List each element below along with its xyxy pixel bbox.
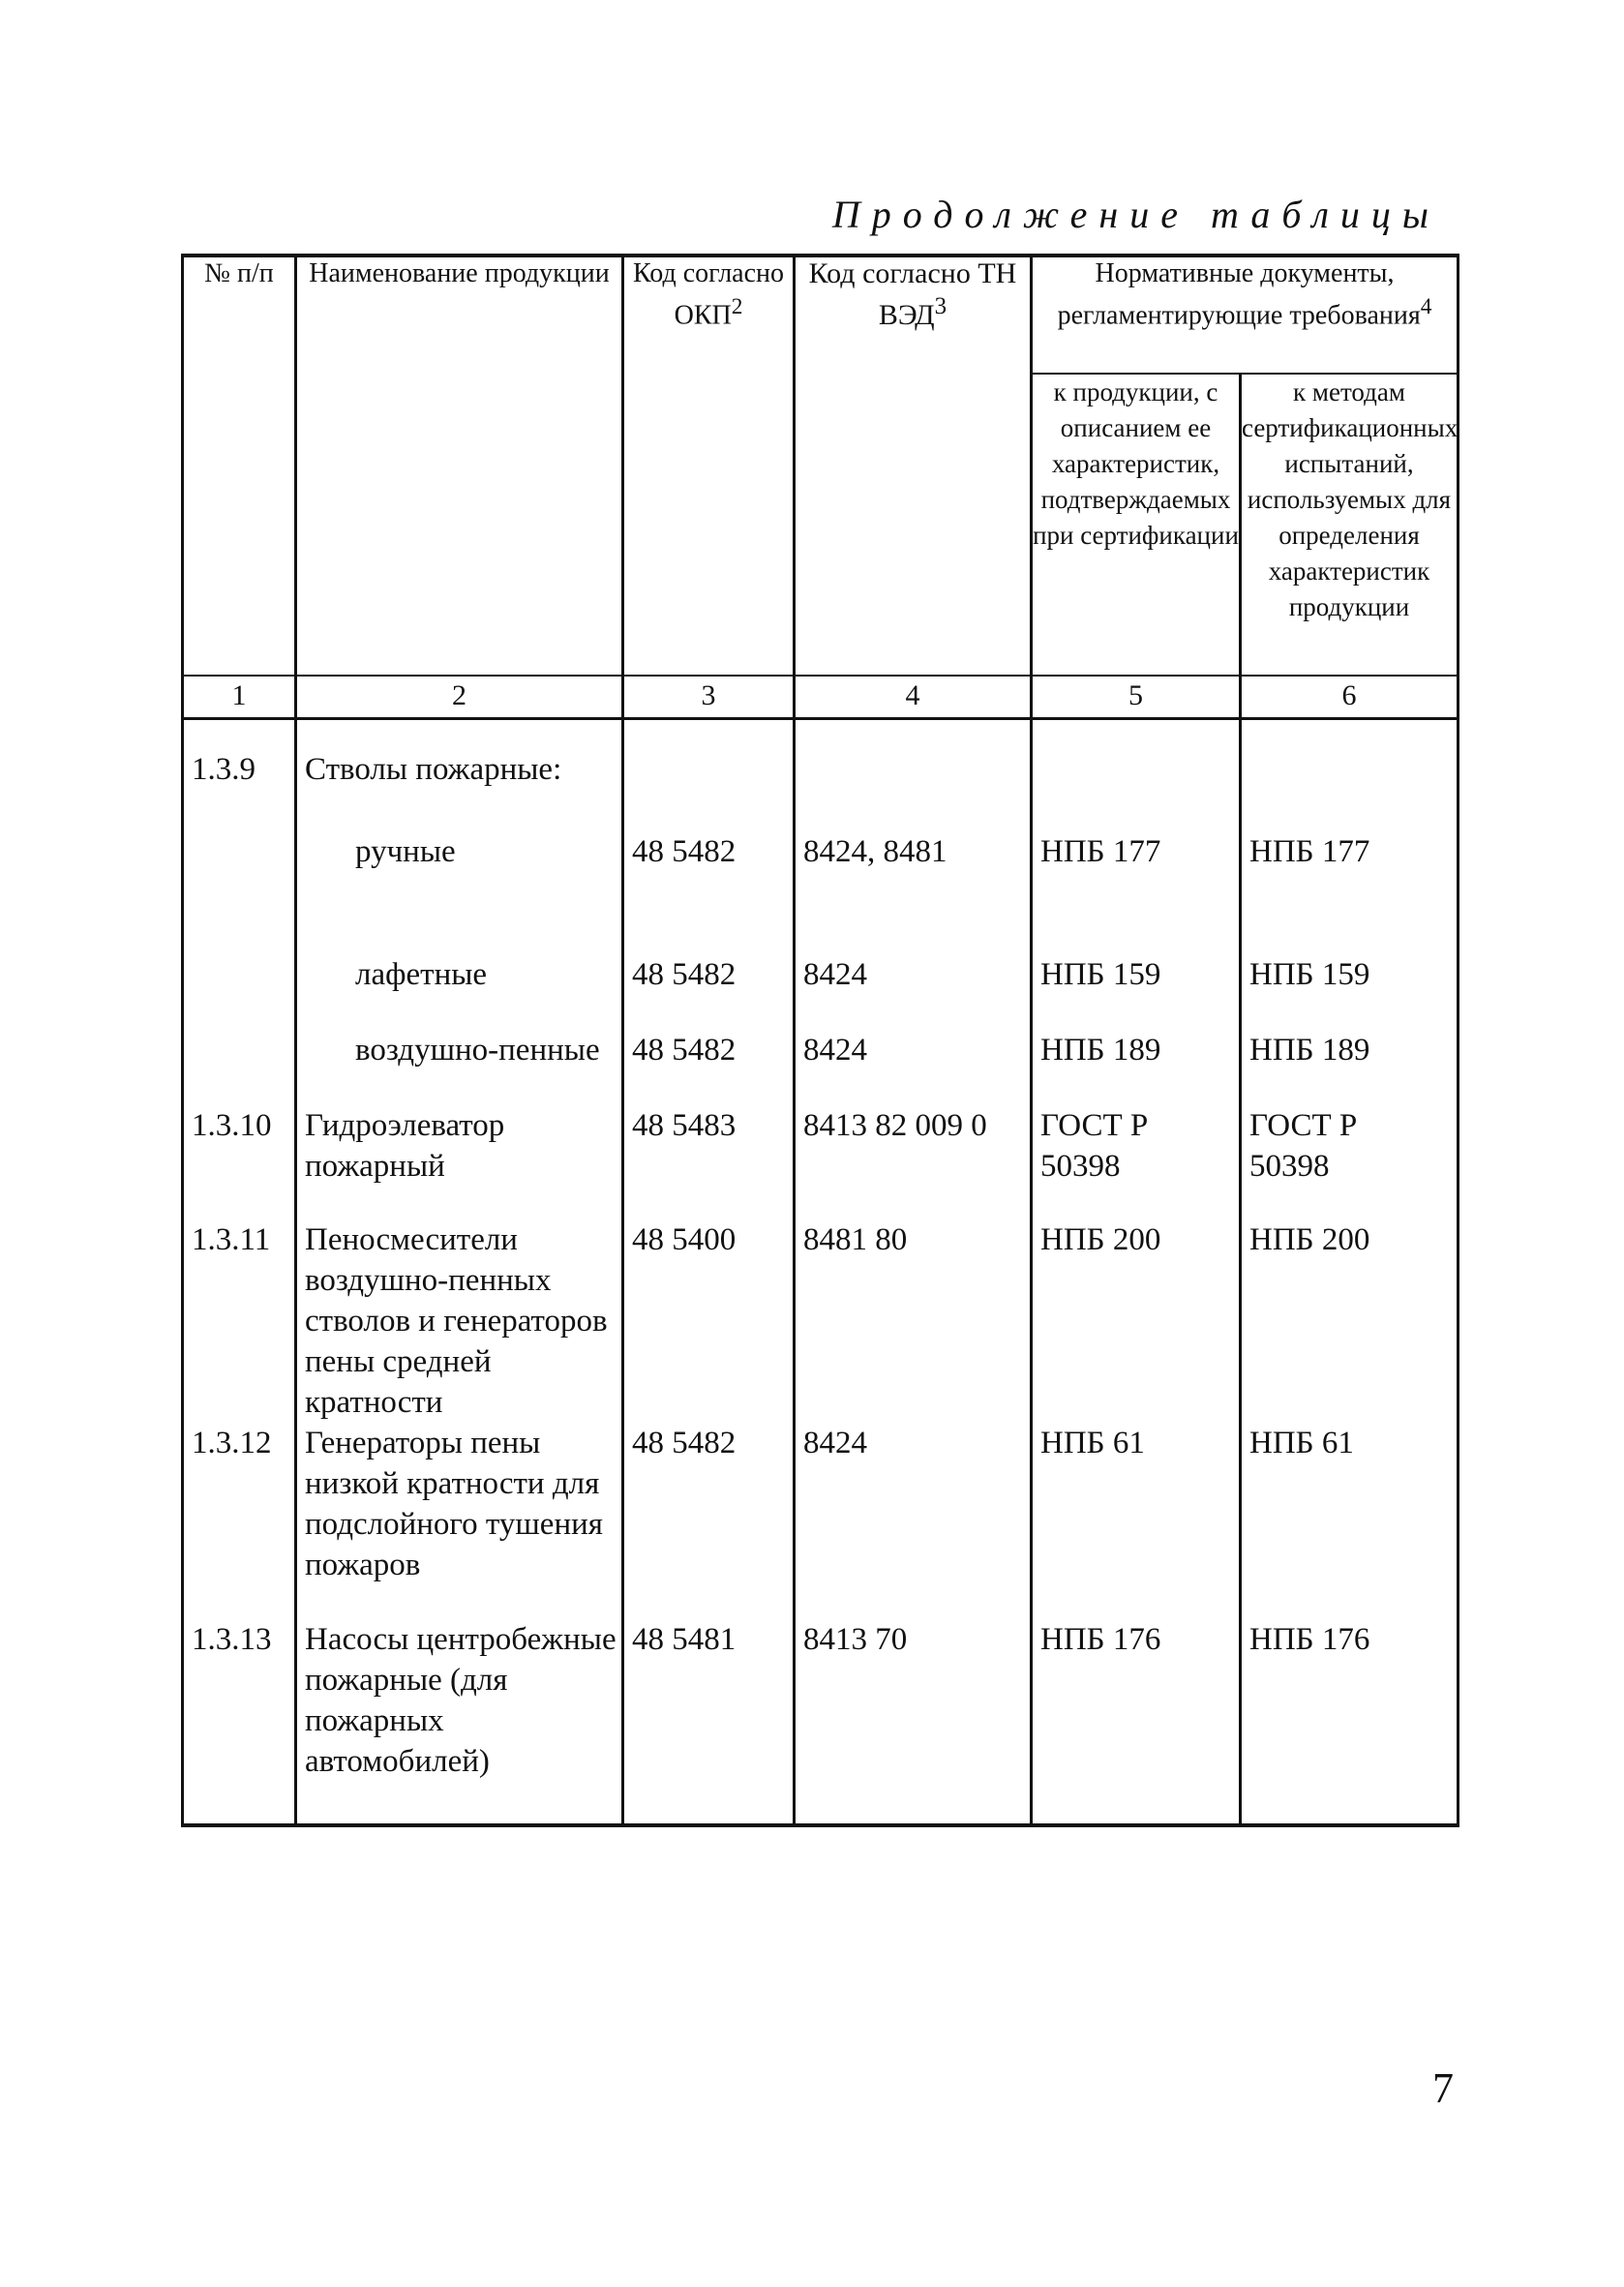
tn-ved-code: 8413 82 009 0: [795, 1105, 1032, 1219]
nd-product: НПБ 189: [1032, 1030, 1241, 1105]
product-name: ручные: [296, 831, 623, 954]
okp-code: [623, 719, 795, 831]
nd-methods: НПБ 176: [1241, 1619, 1459, 1825]
tn-ved-code: 8424, 8481: [795, 831, 1032, 954]
okp-code: 48 5482: [623, 954, 795, 1030]
product-name: Генераторы пены низкой кратности для подслойного тушения пожаров: [296, 1423, 623, 1619]
certification-table: [181, 254, 1459, 1827]
row-number: [183, 1030, 296, 1105]
nd-methods: НПБ 159: [1241, 954, 1459, 1030]
nd-product: НПБ 159: [1032, 954, 1241, 1030]
okp-code: 48 5400: [623, 1219, 795, 1423]
table-row: [183, 1105, 1459, 1219]
table-row: [183, 1219, 1459, 1423]
okp-code: 48 5482: [623, 831, 795, 954]
tn-ved-code: 8424: [795, 1423, 1032, 1619]
tn-ved-code: [795, 719, 1032, 831]
row-number: [183, 954, 296, 1030]
nd-product: [1032, 719, 1241, 831]
product-name: воздушно-пенные: [296, 1030, 623, 1105]
nd-product: НПБ 200: [1032, 1219, 1241, 1423]
column-number-3: 3: [623, 676, 795, 719]
nd-methods: [1241, 719, 1459, 831]
product-name: Пеносмесители воздушно-пенных стволов и генераторов пены средней кратности: [296, 1219, 623, 1423]
okp-code: 48 5481: [623, 1619, 795, 1825]
nd-product: НПБ 61: [1032, 1423, 1241, 1619]
table-row: [183, 831, 1459, 954]
column-number-2: 2: [296, 676, 623, 719]
nd-methods: НПБ 189: [1241, 1030, 1459, 1105]
table-row: [183, 719, 1459, 831]
product-name: Гидроэлеватор пожарный: [296, 1105, 623, 1219]
header-normative-documents: Нормативные документы, регламентирующие требования$^4$: [1032, 256, 1459, 374]
nd-product: ГОСТ Р 50398: [1032, 1105, 1241, 1219]
table-row: [183, 954, 1459, 1030]
row-number: 1.3.9: [183, 719, 296, 831]
row-number: [183, 831, 296, 954]
nd-methods: НПБ 200: [1241, 1219, 1459, 1423]
row-number: 1.3.12: [183, 1423, 296, 1619]
table-continuation-caption: Продолжение таблицы: [831, 193, 1440, 236]
header-nd-product: к продукции, с описанием ее характеристик, подтверждаемых при сертификации: [1032, 374, 1241, 676]
nd-product: НПБ 177: [1032, 831, 1241, 954]
nd-methods: ГОСТ Р 50398: [1241, 1105, 1459, 1219]
okp-code: 48 5482: [623, 1030, 795, 1105]
header-nd-methods: к методам сертификационных испытаний, используемых для определения характеристик продукции: [1241, 374, 1459, 676]
header-number: № п/п: [183, 256, 296, 676]
row-number: 1.3.11: [183, 1219, 296, 1423]
table-row: [183, 1619, 1459, 1825]
header-tn-ved-code: Код согласно ТН ВЭД$^3$: [795, 256, 1032, 676]
column-number-1: 1: [183, 676, 296, 719]
nd-methods: НПБ 61: [1241, 1423, 1459, 1619]
column-number-5: 5: [1032, 676, 1241, 719]
header-okp-code: Код согласно ОКП$^2$: [623, 256, 795, 676]
row-number: 1.3.13: [183, 1619, 296, 1825]
page-number: 7: [1432, 2064, 1454, 2112]
table-row: [183, 1423, 1459, 1619]
product-name: Стволы пожарные:: [296, 719, 623, 831]
okp-code: 48 5482: [623, 1423, 795, 1619]
table-row: [183, 1030, 1459, 1105]
tn-ved-code: 8481 80: [795, 1219, 1032, 1423]
okp-code: 48 5483: [623, 1105, 795, 1219]
product-name: Насосы центробежные пожарные (для пожарных автомобилей): [296, 1619, 623, 1825]
tn-ved-code: 8424: [795, 954, 1032, 1030]
header-product-name: Наименование продукции: [296, 256, 623, 676]
column-number-6: 6: [1241, 676, 1459, 719]
column-number-4: 4: [795, 676, 1032, 719]
tn-ved-code: 8413 70: [795, 1619, 1032, 1825]
nd-methods: НПБ 177: [1241, 831, 1459, 954]
nd-product: НПБ 176: [1032, 1619, 1241, 1825]
tn-ved-code: 8424: [795, 1030, 1032, 1105]
row-number: 1.3.10: [183, 1105, 296, 1219]
product-name: лафетные: [296, 954, 623, 1030]
